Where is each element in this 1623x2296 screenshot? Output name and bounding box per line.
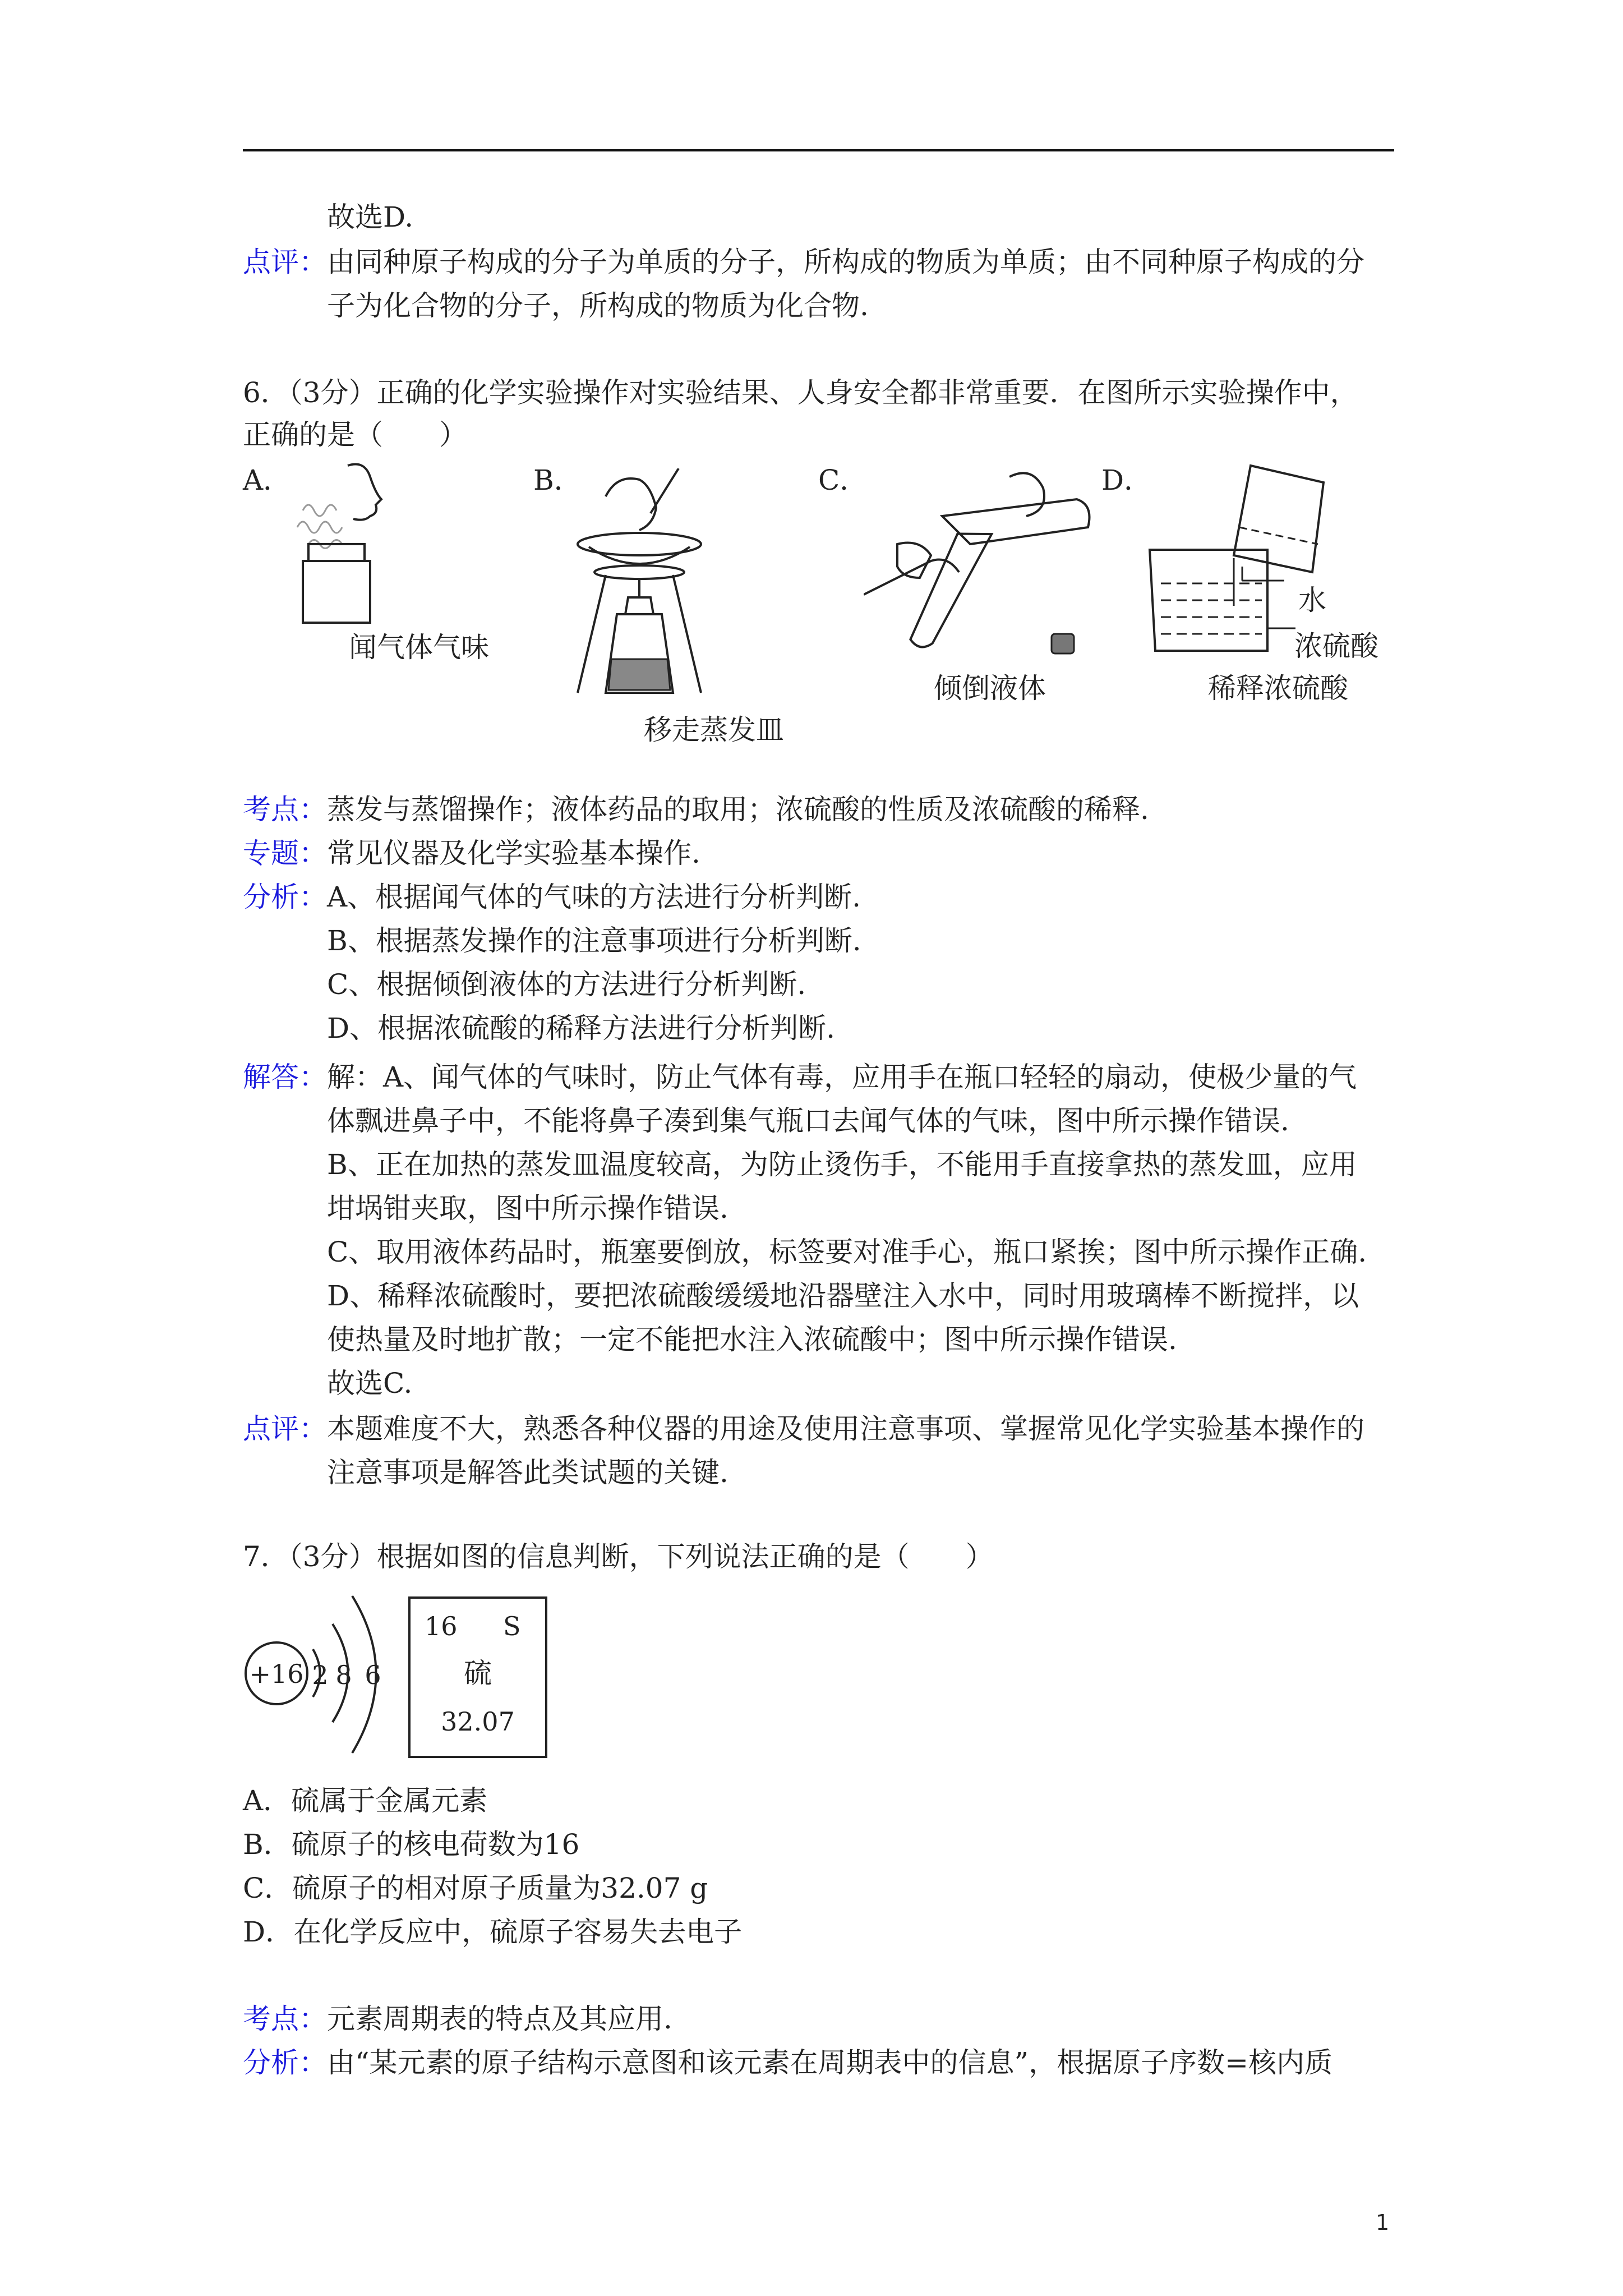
shell-3-electrons: 6 [365,1660,381,1690]
q6-caption-a: 闻气体气味 [349,631,489,664]
q6-zhuanti: 专题：常见仪器及化学实验基本操作. [243,837,700,869]
q6-dianping-line1: 点评：本题难度不大，熟悉各种仪器的用途及使用注意事项、掌握常见化学实验基本操作的 [243,1412,1364,1445]
q6-caption-c: 倾倒液体 [934,672,1046,705]
q6-stem-line1: 6．（3分）正确的化学实验操作对实验结果、人身安全都非常重要．在图所示实验操作中， [243,376,1358,409]
q6-fenxi-line2: B、根据蒸发操作的注意事项进行分析判断. [327,924,861,957]
smell-gas-illustration [280,460,415,628]
q6-jieda-line1: 解答：解：A、闻气体的气味时，防止气体有毒，应用手在瓶口轻轻的扇动，使极少量的气 [243,1061,1357,1093]
element-name: 硫 [464,1657,492,1690]
q5-comment-line2: 子为化合物的分子，所构成的物质为化合物. [327,289,869,322]
pour-liquid-illustration [864,466,1099,656]
q6-fenxi-line1: 分析：A、根据闻气体的气味的方法进行分析判断. [243,881,861,913]
q6-option-a-letter: A． [243,464,292,496]
q6-option-c-letter: C． [818,464,868,496]
q7-option-d: D．在化学反应中，硫原子容易失去电子 [243,1916,743,1948]
q6-fenxi-line3: C、根据倾倒液体的方法进行分析判断. [327,968,806,1001]
q6-label-water: 水 [1298,584,1326,616]
sulfur-atom-structure-diagram [243,1582,411,1761]
q6-dianping-line2: 注意事项是解答此类试题的关键. [327,1456,728,1489]
atom-nucleus-label: +16 [249,1659,304,1689]
q6-stem-line2: 正确的是（ ） [243,418,467,451]
page-number: 1 [1376,2210,1390,2235]
q5-comment-line1: 点评：由同种原子构成的分子为单质的分子，所构成的物质为单质；由不同种原子构成的分 [243,246,1364,278]
q6-jieda-line6: D、稀释浓硫酸时，要把浓硫酸缓缓地沿器壁注入水中，同时用玻璃棒不断搅拌，以 [327,1280,1359,1312]
q6-option-b-letter: B． [533,464,582,496]
q6-option-d-letter: D． [1101,464,1152,496]
q6-kaodian: 考点：蒸发与蒸馏操作；液体药品的取用；浓硫酸的性质及浓硫酸的稀释. [243,793,1149,826]
q7-stem: 7．（3分）根据如图的信息判断，下列说法正确的是（ ） [243,1540,994,1573]
comment-tag: 点评： [243,246,327,278]
evaporating-dish-illustration [555,468,723,710]
q6-caption-b: 移走蒸发皿 [644,714,784,746]
shell-2-electrons: 8 [335,1660,352,1690]
q6-fenxi-line4: D、根据浓硫酸的稀释方法进行分析判断. [327,1012,835,1045]
periodic-table-cell-sulfur [408,1596,548,1759]
q6-jieda-line3: B、正在加热的蒸发皿温度较高，为防止烫伤手，不能用手直接拿热的蒸发皿，应用 [327,1148,1357,1181]
shell-1-electrons: 2 [312,1660,329,1690]
q6-jieda-line8: 故选C. [327,1367,413,1400]
q7-kaodian: 考点：元素周期表的特点及其应用. [243,2003,672,2035]
element-number: 16 [425,1611,458,1641]
q6-jieda-line2: 体飘进鼻子中，不能将鼻子凑到集气瓶口去闻气体的气味，图中所示操作错误. [327,1105,1289,1137]
element-mass: 32.07 [441,1706,515,1737]
q6-jieda-line4: 坩埚钳夹取，图中所示操作错误. [327,1192,728,1225]
q7-option-b: B．硫原子的核电荷数为16 [243,1828,580,1861]
header-rule [243,149,1394,151]
q7-option-a: A．硫属于金属元素 [243,1784,488,1817]
q6-jieda-line5: C、取用液体药品时，瓶塞要倒放，标签要对准手心，瓶口紧挨；图中所示操作正确. [327,1236,1367,1268]
q6-label-acid: 浓硫酸 [1294,630,1378,662]
q7-fenxi: 分析：由“某元素的原子结构示意图和该元素在周期表中的信息”，根据原子序数=核内质 [243,2046,1333,2079]
q7-option-c: C．硫原子的相对原子质量为32.07 g [243,1872,708,1904]
q5-choose: 故选D. [327,201,414,233]
q6-caption-d: 稀释浓硫酸 [1208,672,1348,705]
element-symbol: S [503,1611,521,1641]
q6-jieda-line7: 使热量及时地扩散；一定不能把水注入浓硫酸中；图中所示操作错误. [327,1323,1177,1356]
